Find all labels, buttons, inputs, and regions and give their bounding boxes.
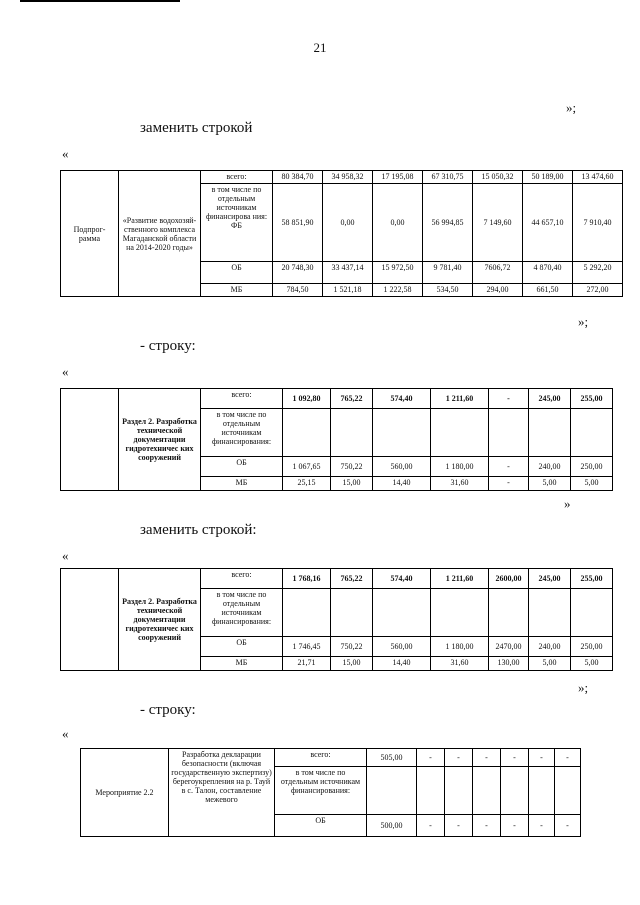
value-cell: [283, 589, 331, 637]
value-cell: 560,00: [373, 637, 431, 657]
source-label: МБ: [201, 477, 283, 491]
source-label: МБ: [201, 284, 273, 297]
value-cell: -: [445, 815, 473, 837]
value-cell: 31,60: [431, 477, 489, 491]
value-cell: -: [417, 749, 445, 767]
source-label: ОБ: [201, 637, 283, 657]
heading: - строку:: [140, 702, 196, 718]
value-cell: -: [555, 815, 581, 837]
value-cell: 784,50: [273, 284, 323, 297]
value-cell: 574,40: [373, 569, 431, 589]
value-cell: [373, 409, 431, 457]
quote-open: «: [62, 726, 69, 741]
value-cell: [367, 767, 417, 815]
value-cell: 7 910,40: [573, 184, 623, 262]
value-cell: 0,00: [323, 184, 373, 262]
value-cell: 1 211,60: [431, 389, 489, 409]
value-cell: 765,22: [331, 569, 373, 589]
value-cell: 56 994,85: [423, 184, 473, 262]
value-cell: [489, 589, 529, 637]
value-cell: 1 768,16: [283, 569, 331, 589]
value-cell: 750,22: [331, 637, 373, 657]
value-cell: 1 180,00: [431, 457, 489, 477]
source-label: всего:: [275, 749, 367, 767]
value-cell: [571, 589, 613, 637]
activity-name-cell: Разработка декларации безопасности (включая государственную экспертизу) берегоукрепления на р. Тауй в с. Талон, составление межевого: [169, 749, 275, 837]
value-cell: 0,00: [373, 184, 423, 262]
value-cell: 15,00: [331, 657, 373, 671]
value-cell: [529, 767, 555, 815]
value-cell: 255,00: [571, 569, 613, 589]
value-cell: 5,00: [529, 477, 571, 491]
quote-open: «: [62, 146, 69, 161]
quote-end: »: [564, 496, 571, 511]
value-cell: 1 092,80: [283, 389, 331, 409]
value-cell: 15 972,50: [373, 262, 423, 284]
value-cell: 44 657,10: [523, 184, 573, 262]
value-cell: -: [501, 749, 529, 767]
value-cell: [331, 409, 373, 457]
value-cell: 5,00: [571, 477, 613, 491]
value-cell: 2600,00: [489, 569, 529, 589]
value-cell: 14,40: [373, 657, 431, 671]
value-cell: [529, 409, 571, 457]
value-cell: [529, 589, 571, 637]
value-cell: 1 521,18: [323, 284, 373, 297]
row-type-cell: [61, 389, 119, 491]
value-cell: 240,00: [529, 637, 571, 657]
section-table: [60, 388, 613, 491]
heading: заменить строкой:: [140, 522, 257, 538]
section-name-cell: Раздел 2. Разработка технической документации гидротехничес ких сооружений: [119, 389, 201, 491]
source-label: всего:: [201, 171, 273, 184]
value-cell: 15,00: [331, 477, 373, 491]
value-cell: 34 958,32: [323, 171, 373, 184]
activity-table: [80, 748, 581, 837]
value-cell: -: [473, 749, 501, 767]
value-cell: 240,00: [529, 457, 571, 477]
value-cell: -: [501, 815, 529, 837]
source-label: в том числе по отдельным источникам финансирования:: [275, 767, 367, 815]
value-cell: 58 851,90: [273, 184, 323, 262]
value-cell: 661,50: [523, 284, 573, 297]
value-cell: 1 067,65: [283, 457, 331, 477]
value-cell: 7606,72: [473, 262, 523, 284]
quote-end: »;: [578, 680, 589, 695]
value-cell: 272,00: [573, 284, 623, 297]
value-cell: 765,22: [331, 389, 373, 409]
quote-end: »;: [578, 314, 589, 329]
value-cell: [571, 409, 613, 457]
quote-end: »;: [566, 100, 577, 115]
value-cell: 25,15: [283, 477, 331, 491]
value-cell: 505,00: [367, 749, 417, 767]
value-cell: 33 437,14: [323, 262, 373, 284]
value-cell: 245,00: [529, 569, 571, 589]
value-cell: -: [555, 749, 581, 767]
value-cell: 560,00: [373, 457, 431, 477]
value-cell: 50 189,00: [523, 171, 573, 184]
value-cell: 130,00: [489, 657, 529, 671]
source-label: всего:: [201, 569, 283, 589]
value-cell: [417, 767, 445, 815]
value-cell: 9 781,40: [423, 262, 473, 284]
value-cell: 13 474,60: [573, 171, 623, 184]
budget-table: [60, 170, 623, 297]
heading: заменить строкой: [140, 120, 253, 136]
section-name-cell: Раздел 2. Разработка технической документации гидротехничес ких сооружений: [119, 569, 201, 671]
value-cell: 21,71: [283, 657, 331, 671]
page-number: 21: [313, 40, 327, 55]
value-cell: 574,40: [373, 389, 431, 409]
value-cell: 5 292,20: [573, 262, 623, 284]
value-cell: -: [445, 749, 473, 767]
value-cell: 245,00: [529, 389, 571, 409]
activity-id-cell: Мероприятие 2.2: [81, 749, 169, 837]
value-cell: 1 211,60: [431, 569, 489, 589]
source-label: МБ: [201, 657, 283, 671]
value-cell: [331, 589, 373, 637]
value-cell: 80 384,70: [273, 171, 323, 184]
source-label: в том числе по отдельным источникам финансирования:: [201, 589, 283, 637]
value-cell: 1 222,58: [373, 284, 423, 297]
value-cell: -: [473, 815, 501, 837]
source-label: в том числе по отдельным источникам финансирова ния: ФБ: [201, 184, 273, 262]
section-table: [60, 568, 613, 671]
source-label: ОБ: [275, 815, 367, 837]
value-cell: [373, 589, 431, 637]
source-label: ОБ: [201, 262, 273, 284]
value-cell: 5,00: [571, 657, 613, 671]
value-cell: 14,40: [373, 477, 431, 491]
value-cell: -: [489, 477, 529, 491]
value-cell: 1 180,00: [431, 637, 489, 657]
heading: - строку:: [140, 338, 196, 354]
value-cell: 250,00: [571, 637, 613, 657]
value-cell: -: [417, 815, 445, 837]
value-cell: 294,00: [473, 284, 523, 297]
value-cell: 4 870,40: [523, 262, 573, 284]
value-cell: [431, 589, 489, 637]
value-cell: [431, 409, 489, 457]
quote-open: «: [62, 364, 69, 379]
value-cell: 17 195,08: [373, 171, 423, 184]
source-label: всего:: [201, 389, 283, 409]
value-cell: -: [529, 749, 555, 767]
value-cell: 750,22: [331, 457, 373, 477]
value-cell: 2470,00: [489, 637, 529, 657]
value-cell: 534,50: [423, 284, 473, 297]
value-cell: [555, 767, 581, 815]
value-cell: 1 746,45: [283, 637, 331, 657]
source-label: ОБ: [201, 457, 283, 477]
row-type-cell: [61, 569, 119, 671]
value-cell: -: [489, 457, 529, 477]
value-cell: -: [529, 815, 555, 837]
value-cell: 7 149,60: [473, 184, 523, 262]
value-cell: [501, 767, 529, 815]
value-cell: 500,00: [367, 815, 417, 837]
value-cell: 20 748,30: [273, 262, 323, 284]
quote-open: «: [62, 548, 69, 563]
value-cell: 250,00: [571, 457, 613, 477]
source-label: в том числе по отдельным источникам финансирования:: [201, 409, 283, 457]
top-rule: [20, 0, 180, 2]
value-cell: 67 310,75: [423, 171, 473, 184]
value-cell: [283, 409, 331, 457]
value-cell: -: [489, 389, 529, 409]
value-cell: 5,00: [529, 657, 571, 671]
row-type-cell: Подпрог- рамма: [61, 171, 119, 297]
value-cell: 255,00: [571, 389, 613, 409]
value-cell: [445, 767, 473, 815]
program-name-cell: «Развитие водохозяй-ственного комплекса Магаданской области на 2014-2020 годы»: [119, 171, 201, 297]
value-cell: [473, 767, 501, 815]
value-cell: [489, 409, 529, 457]
value-cell: 15 050,32: [473, 171, 523, 184]
value-cell: 31,60: [431, 657, 489, 671]
